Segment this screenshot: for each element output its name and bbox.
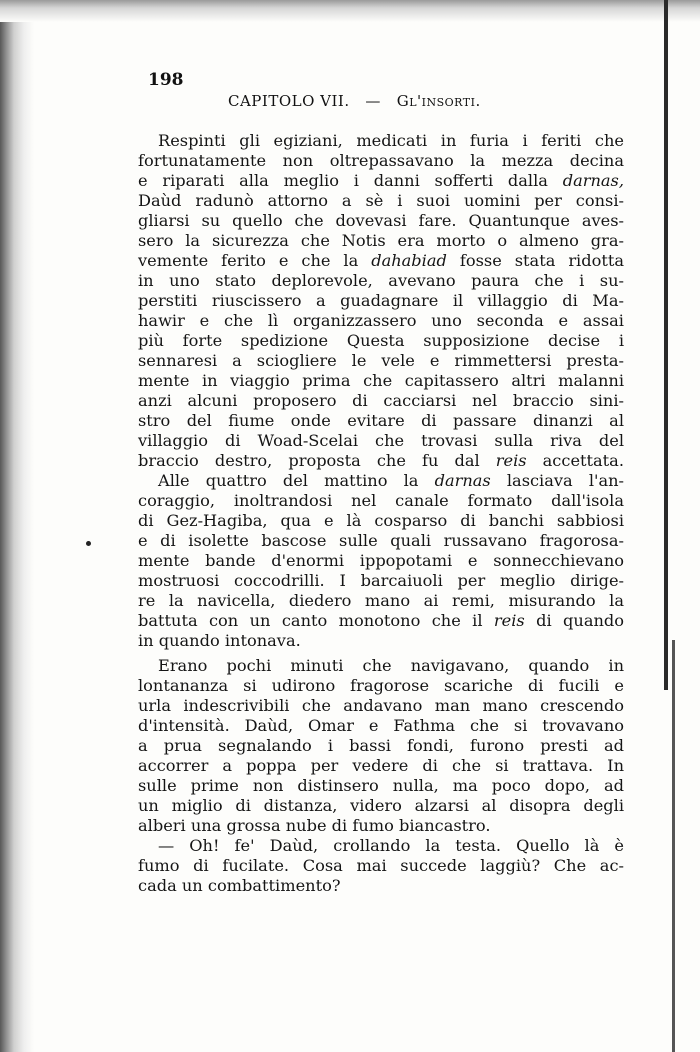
text-line: a prua segnalando i bassi fondi, furono presti ad [138,736,624,755]
text-line: alberi una grossa nube di fumo biancastro. [138,816,491,835]
text-line: di Gez-Hagiba, qua e là cosparso di banchi sabbiosi [138,511,624,530]
text-line: hawir e che lì organizzassero uno seconda e assai [138,311,624,330]
italic-word: darnas [434,471,491,490]
text-line [138,611,624,631]
text-fragment: accettata. [526,451,624,470]
text-line: sulle prime non distinsero nulla, ma poco dopo, ad [138,776,624,795]
text-fragment: Alle quattro del mattino la [158,471,435,490]
italic-word: reis [493,611,525,630]
text-line: in uno stato deplorevole, avevano paura che i su- [138,271,624,290]
text-fragment: di quando [524,611,625,630]
text-line: re la navicella, diedero mano ai remi, misurando la [138,591,624,610]
text-line: coraggio, inoltrandosi nel canale formato dall'isola [138,491,624,510]
text-line: un miglio di distanza, videro alzarsi al disopra degli [138,796,624,815]
italic-word: reis [495,451,527,470]
text-line: stro del fiume onde evitare di passare dinanzi al [138,411,624,430]
text-line: lontananza si udirono fragorose scariche di fucili e [138,676,624,695]
text-line: Erano pochi minuti che navigavano, quando in [158,656,624,675]
text-fragment: vemente ferito e che la [138,251,372,270]
page-number: 198 [148,70,184,90]
text-fragment: battuta con un canto monotono che il [138,611,494,630]
running-head [228,92,481,110]
text-line [138,451,624,471]
text-line [138,471,624,491]
text-line: cada un combattimento? [138,876,341,895]
text-line: Daùd radunò attorno a sè i suoi uomini per consi- [138,191,624,210]
scan-top-edge [0,0,700,22]
italic-word: darnas, [562,171,624,190]
scan-gutter-shadow [0,0,34,1052]
text-line: gliarsi su quello che dovevasi fare. Quantunque aves- [138,211,624,230]
text-line: Respinti gli egiziani, medicati in furia i feriti che [158,131,624,150]
text-line: fumo di fucilate. Cosa mai succede laggiù? Che ac- [138,856,624,875]
text-line [138,251,624,271]
text-line: villaggio di Woad-Scelai che trovasi sulla riva del [138,431,624,450]
text-fragment: e riparati alla meglio i danni sofferti dalla [138,171,563,190]
text-line: sero la sicurezza che Notis era morto o almeno gra- [138,231,624,250]
chapter-title: Gl'insorti. [396,92,481,110]
text-fragment: braccio destro, proposta che fu dal [138,451,496,470]
text-line: — Oh! fe' Daùd, crollando la testa. Quello là è [158,836,624,855]
text-fragment: lasciava l'an- [490,471,624,490]
text-line: mente bande d'enormi ippopotami e sonnecchievano [138,551,624,570]
text-line: mostruosi coccodrilli. I barcaiuoli per meglio dirige- [138,571,624,590]
text-line: anzi alcuni proposero di cacciarsi nel braccio sini- [138,391,624,410]
header-dash: — [365,92,381,110]
margin-mark [86,541,91,546]
text-line [138,171,624,191]
text-line: fortunatamente non oltrepassavano la mezza decina [138,151,624,170]
italic-word: dahabiad [371,251,447,270]
text-line: in quando intonava. [138,631,301,650]
chapter-label: CAPITOLO VII. [228,92,350,110]
text-line: d'intensità. Daùd, Omar e Fathma che si trovavano [138,716,624,735]
text-line: mente in viaggio prima che capitassero altri malanni [138,371,624,390]
text-fragment: fosse stata ridotta [446,251,625,270]
text-line: perstiti riuscissero a guadagnare il villaggio di Ma- [138,291,624,310]
text-line: e di isolette bascose sulle quali russavano fragorosa- [138,531,624,550]
text-line: accorrer a poppa per vedere di che si trattava. In [138,756,624,775]
text-line: urla indescrivibili che andavano man mano crescendo [138,696,624,715]
text-line: sennaresi a sciogliere le vele e rimmettersi presta- [138,351,624,370]
text-line: più forte spedizione Questa supposizione decise i [138,331,624,350]
scan-right-edge-lower [672,640,675,1052]
scan-right-edge [664,0,668,690]
